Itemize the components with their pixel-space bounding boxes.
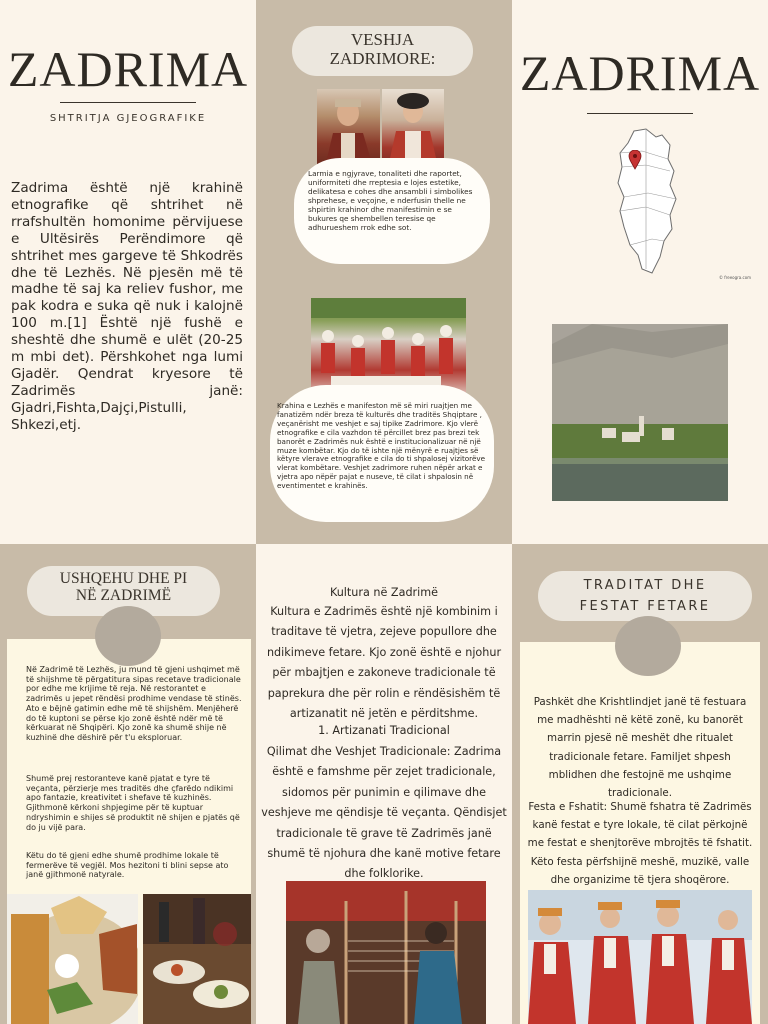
weaving-photo xyxy=(286,881,486,1024)
food-text-1: Në Zadrimë të Lezhës, ju mund të gjeni ushqimet më të shijshme të përgatitura sipas recetave tradicionale por edhe me krijime të reja. Në restorantet e zadrimës u jepet rëndësi prodhime vendase të stinës. Ato e bëjnë gatimin edhe më të shijshëm. Menjëherë do të kuptoni se përse kjo zonë është ndër më të kërkuarat në Shqipëri. Kjo zonë ka shumë shije në kuzhinë dhe dëshirë për t'u eksploruar. xyxy=(26,665,242,742)
traditions-text-1: Pashkët dhe Krishtlindjet janë të festuara me madhështi në këtë zonë, ku banorët marrin pjesë në meshët dhe ritualet tradicionale fetare. Familjet shpesh mblidhen dhe festojnë me ushqime tradicionale. xyxy=(533,696,747,800)
traditions-decorative-circle xyxy=(615,616,681,676)
costume-text-cloud-2 xyxy=(270,385,494,522)
costume-text-cloud-1 xyxy=(294,158,490,264)
food-photo-1 xyxy=(7,894,138,1024)
albania-map-icon xyxy=(612,127,682,277)
map-credit: © freeogra.com xyxy=(719,275,752,280)
traditions-text-2: Festa e Fshatit: Shumë fshatra të Zadrimës kanë festat e tyre lokale, të cilat përkojnë me festat e shenjtorëve mbrojtës të fshatit. Këto festa përfshijnë meshë, muzikë, valle dhe organizime të tjera shoqërore. xyxy=(527,801,753,886)
culture-text: Kultura e Zadrimës është një kombinim i traditave të vjetra, zejeve popullore dhe ndikimeve fetare. Kjo zonë është e njohur për mbajtjen e zakoneve tradicionale të paprekura dhe për rolin e rëndësishëm të artizanatit në jetën e përditshme. xyxy=(266,605,502,721)
costume-text-2: Krahina e Lezhës e manifeston më së miri ruajtjen me fanatizëm ndër breza të kulturës dhe traditës Shqiptare , veçanërisht me veshjet e saj tipike Zadrimore. Kjo vlerë etnografike e cila vazhdon të përcillet brez pas brezi tek banorët e Zadrimës nuk është e institucionalizuar në një muze kombëtar. Kjo do të ishte një mënyrë e ruajtjes së këtyre vlerave etnografike e cila do ti shpalosej vizitorëve vlerat kombëtare. Veshjet zadrimore ruhen nëpër arkat e vjetra apo nëpër pajat e nuseve, të cilat i shpalosin në eventimentet e krahinës. xyxy=(277,401,486,491)
traditions-title-line2: FESTAT FETARE xyxy=(579,599,711,614)
traditions-title-line1: TRADITAT DHE xyxy=(583,578,707,593)
panel-map xyxy=(512,0,768,544)
food-decorative-circle xyxy=(95,606,161,666)
traditions-title-pill xyxy=(538,571,752,621)
panel-geography xyxy=(0,0,256,544)
map-title: ZADRIMA xyxy=(519,45,761,101)
location-pin-icon xyxy=(628,150,642,170)
culture-heading: Kultura në Zadrimë xyxy=(329,586,439,599)
costume-title-line1: VESHJA xyxy=(350,30,415,49)
culture-text-2: Qilimat dhe Veshjet Tradicionale: Zadrima është e famshme për zejet tradicionale, sidomos për punimin e qilimave dhe veshjeve me qëndisje të veçanta. Qëndisjet tradicionale të grave të Zadrimës janë shumë të njohura dhe kanë motive fetare dhe folklorike. xyxy=(261,745,507,881)
title-divider xyxy=(60,102,196,103)
costume-photo-2 xyxy=(382,89,444,167)
landscape-photo xyxy=(552,324,728,501)
geography-text: Zadrima është një krahinë etnografike që shtrihet në rrafshultën homonime përvijuese e Ultësirës Perëndimore që shtrihet mes gargeve të Shkodrës dhe të Lezhës. Në pjesën më të madhe të saj ka reliev fushor, me pak kodra e suka që nuk i kalojnë 100 m.[1] Është një fushë e sheshtë dhe shumë e ulët (20-25 m mbi det). Përshkohet nga lumi Gjadër. Qendrat kryesore të Zadrimës janë: Gjadri,Fishta,Dajçi,Pistulli, Shkezi,etj. xyxy=(11,180,243,433)
map-title-divider xyxy=(587,113,693,114)
food-photo-2 xyxy=(143,894,251,1024)
food-title-line2: NË ZADRIMË xyxy=(75,587,172,604)
culture-subheading: 1. Artizanati Tradicional xyxy=(318,724,450,737)
section-subtitle: SHTRITJA GJEOGRAFIKE xyxy=(49,113,207,124)
costume-title-pill xyxy=(292,26,473,76)
costume-photo-1 xyxy=(317,89,380,167)
panel-costume xyxy=(256,0,512,544)
panel-food xyxy=(0,544,256,1024)
costume-title-line2: ZADRIMORE: xyxy=(329,49,436,68)
food-text-2: Shumë prej restoranteve kanë pjatat e tyre të veçanta, përzierje mes traditës dhe çfarëdo ndikimi apo fantazie, kreativitet i shefave të kuzhinës. Gjithmonë kërkoni shpjegime për të kuptuar ndryshimin e shijes së produktit në shijen e pjatës që do ju vijë para. xyxy=(26,774,240,832)
food-text-3: Këtu do të gjeni edhe shumë prodhime lokale të fermerëve të vegjël. Mos hezitoni ti blini sepse ato janë gjithmonë natyrale. xyxy=(26,851,229,880)
costume-text-1: Larmia e ngjyrave, tonaliteti dhe raportet, uniformiteti dhe rreptesia e lojes estetike, delikatesa e cohes dhe ansambli i simbolikes shprehese, e veçojne, e nderfusin thelle ne shpirtin krahinor dhe manifestimin e se bukures qe shembellen teresise qe adhurueshem rrok edhe sot. xyxy=(308,169,473,232)
food-title-line1: USHQEHU DHE PI xyxy=(59,570,188,587)
panel-traditions xyxy=(512,544,768,1024)
panel-culture xyxy=(256,544,512,1024)
festival-women-photo xyxy=(528,890,752,1024)
page-title: ZADRIMA xyxy=(7,41,249,97)
